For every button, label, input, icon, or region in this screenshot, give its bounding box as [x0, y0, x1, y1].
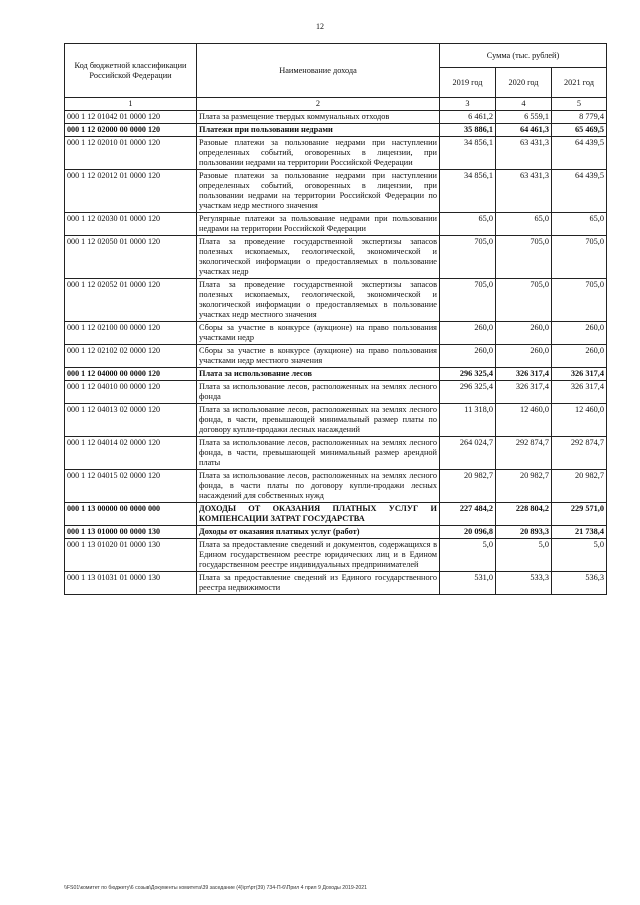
- budget-code-cell: 000 1 12 04000 00 0000 120: [65, 368, 197, 381]
- header-name: Наименование дохода: [197, 44, 440, 98]
- index-cell: 2: [197, 98, 440, 111]
- column-index-row: [65, 98, 607, 111]
- amount-2021-cell: 5,0: [552, 539, 607, 572]
- amount-2019-cell: 20 982,7: [440, 470, 496, 503]
- budget-code-cell: 000 1 12 02030 01 0000 120: [65, 213, 197, 236]
- budget-code-cell: 000 1 12 02102 02 0000 120: [65, 345, 197, 368]
- budget-code-cell: 000 1 12 04010 00 0000 120: [65, 381, 197, 404]
- revenue-name-cell: Сборы за участие в конкурсе (аукционе) на право пользования участками недр: [197, 322, 440, 345]
- amount-2021-cell: 65 469,5: [552, 124, 607, 137]
- budget-code-cell: 000 1 12 02010 01 0000 120: [65, 137, 197, 170]
- header-year-2019: 2019 год: [440, 68, 496, 98]
- budget-code-cell: 000 1 12 01042 01 0000 120: [65, 111, 197, 124]
- index-cell: 1: [65, 98, 197, 111]
- amount-2020-cell: 705,0: [496, 279, 552, 322]
- amount-2021-cell: 260,0: [552, 322, 607, 345]
- revenue-name-cell: Доходы от оказания платных услуг (работ): [197, 526, 440, 539]
- amount-2019-cell: 34 856,1: [440, 170, 496, 213]
- table-row: [65, 345, 607, 368]
- amount-2020-cell: 63 431,3: [496, 170, 552, 213]
- header-code: Код бюджетной классификации Российской Федерации: [65, 44, 197, 98]
- table-row: [65, 572, 607, 595]
- budget-code-cell: 000 1 12 02012 01 0000 120: [65, 170, 197, 213]
- amount-2021-cell: 229 571,0: [552, 503, 607, 526]
- amount-2021-cell: 326 317,4: [552, 368, 607, 381]
- budget-code-cell: 000 1 12 04013 02 0000 120: [65, 404, 197, 437]
- amount-2021-cell: 536,3: [552, 572, 607, 595]
- revenue-name-cell: ДОХОДЫ ОТ ОКАЗАНИЯ ПЛАТНЫХ УСЛУГ И КОМПЕНСАЦИИ ЗАТРАТ ГОСУДАРСТВА: [197, 503, 440, 526]
- revenue-name-cell: Плата за использование лесов: [197, 368, 440, 381]
- amount-2020-cell: 63 431,3: [496, 137, 552, 170]
- index-cell: 5: [552, 98, 607, 111]
- revenue-name-cell: Плата за использование лесов, расположенных на землях лесного фонда, в части платы по договору купли-продажи лесных насаждений для собственных нужд: [197, 470, 440, 503]
- amount-2021-cell: 21 738,4: [552, 526, 607, 539]
- index-cell: 4: [496, 98, 552, 111]
- header-year-2021: 2021 год: [552, 68, 607, 98]
- table-row: [65, 111, 607, 124]
- amount-2019-cell: 6 461,2: [440, 111, 496, 124]
- amount-2019-cell: 264 024,7: [440, 437, 496, 470]
- table-row: [65, 322, 607, 345]
- table-row: [65, 470, 607, 503]
- revenue-name-cell: Плата за использование лесов, расположенных на землях лесного фонда, в части, превышающей минимальный размер платы по договору купли-продажи лесных насаждений: [197, 404, 440, 437]
- table-row: [65, 170, 607, 213]
- amount-2020-cell: 64 461,3: [496, 124, 552, 137]
- amount-2020-cell: 705,0: [496, 236, 552, 279]
- amount-2019-cell: 296 325,4: [440, 381, 496, 404]
- amount-2021-cell: 260,0: [552, 345, 607, 368]
- table-row: [65, 503, 607, 526]
- amount-2021-cell: 8 779,4: [552, 111, 607, 124]
- table-row: [65, 404, 607, 437]
- amount-2020-cell: 6 559,1: [496, 111, 552, 124]
- table-row: [65, 368, 607, 381]
- revenue-name-cell: Плата за предоставление сведений и документов, содержащихся в Едином государственном реестре юридических лиц и в Едином государственном реестре индивидуальных предпринимателей: [197, 539, 440, 572]
- budget-code-cell: 000 1 12 04015 02 0000 120: [65, 470, 197, 503]
- revenue-name-cell: Плата за использование лесов, расположенных на землях лесного фонда: [197, 381, 440, 404]
- revenue-table: [64, 43, 607, 595]
- amount-2020-cell: 228 804,2: [496, 503, 552, 526]
- index-cell: 3: [440, 98, 496, 111]
- amount-2019-cell: 35 886,1: [440, 124, 496, 137]
- amount-2020-cell: 5,0: [496, 539, 552, 572]
- revenue-name-cell: Разовые платежи за пользование недрами при наступлении определенных событий, оговоренных в лицензии, при пользовании недрами на территории Российской Федерации по участкам недр местного значения: [197, 170, 440, 213]
- page-number: 12: [316, 22, 324, 31]
- amount-2019-cell: 227 484,2: [440, 503, 496, 526]
- amount-2020-cell: 260,0: [496, 322, 552, 345]
- amount-2019-cell: 260,0: [440, 345, 496, 368]
- budget-code-cell: 000 1 12 02000 00 0000 120: [65, 124, 197, 137]
- amount-2019-cell: 34 856,1: [440, 137, 496, 170]
- amount-2019-cell: 705,0: [440, 279, 496, 322]
- budget-code-cell: 000 1 12 02100 00 0000 120: [65, 322, 197, 345]
- revenue-name-cell: Плата за размещение твердых коммунальных отходов: [197, 111, 440, 124]
- amount-2020-cell: 12 460,0: [496, 404, 552, 437]
- header-year-2020: 2020 год: [496, 68, 552, 98]
- amount-2019-cell: 11 318,0: [440, 404, 496, 437]
- amount-2021-cell: 326 317,4: [552, 381, 607, 404]
- amount-2020-cell: 260,0: [496, 345, 552, 368]
- revenue-name-cell: Платежи при пользовании недрами: [197, 124, 440, 137]
- amount-2020-cell: 20 893,3: [496, 526, 552, 539]
- amount-2021-cell: 705,0: [552, 279, 607, 322]
- amount-2021-cell: 12 460,0: [552, 404, 607, 437]
- table-row: [65, 437, 607, 470]
- revenue-name-cell: Разовые платежи за пользование недрами при наступлении определенных событий, оговоренных в лицензии, при пользовании недрами на территории Российской Федерации: [197, 137, 440, 170]
- table-row: [65, 539, 607, 572]
- table-row: [65, 279, 607, 322]
- table-row: [65, 213, 607, 236]
- budget-code-cell: 000 1 13 01020 01 0000 130: [65, 539, 197, 572]
- table-row: [65, 124, 607, 137]
- amount-2021-cell: 705,0: [552, 236, 607, 279]
- revenue-name-cell: Плата за использование лесов, расположенных на землях лесного фонда, в части, превышающей минимальный размер арендной платы: [197, 437, 440, 470]
- amount-2021-cell: 64 439,5: [552, 137, 607, 170]
- table-row: [65, 381, 607, 404]
- amount-2019-cell: 296 325,4: [440, 368, 496, 381]
- budget-code-cell: 000 1 13 00000 00 0000 000: [65, 503, 197, 526]
- budget-code-cell: 000 1 12 04014 02 0000 120: [65, 437, 197, 470]
- file-path-footer: \\FS01\комитет по бюджету\6 созыв\Документы комитета\39 заседание (4)\рт\рт(39) 734-П-6\Прил 4 прил 9 Доходы 2019-2021: [64, 885, 368, 891]
- budget-code-cell: 000 1 12 02050 01 0000 120: [65, 236, 197, 279]
- amount-2019-cell: 20 096,8: [440, 526, 496, 539]
- budget-code-cell: 000 1 12 02052 01 0000 120: [65, 279, 197, 322]
- amount-2020-cell: 292 874,7: [496, 437, 552, 470]
- amount-2021-cell: 20 982,7: [552, 470, 607, 503]
- amount-2020-cell: 326 317,4: [496, 381, 552, 404]
- revenue-name-cell: Сборы за участие в конкурсе (аукционе) на право пользования участками недр местного значения: [197, 345, 440, 368]
- amount-2021-cell: 64 439,5: [552, 170, 607, 213]
- revenue-name-cell: Плата за проведение государственной экспертизы запасов полезных ископаемых, геологической, экономической и экологической информации о предоставляемых в пользование участках недр: [197, 236, 440, 279]
- budget-code-cell: 000 1 13 01031 01 0000 130: [65, 572, 197, 595]
- amount-2019-cell: 705,0: [440, 236, 496, 279]
- amount-2019-cell: 531,0: [440, 572, 496, 595]
- amount-2021-cell: 65,0: [552, 213, 607, 236]
- table-row: [65, 526, 607, 539]
- amount-2021-cell: 292 874,7: [552, 437, 607, 470]
- revenue-name-cell: Плата за предоставление сведений из Единого государственного реестра недвижимости: [197, 572, 440, 595]
- amount-2020-cell: 65,0: [496, 213, 552, 236]
- amount-2020-cell: 533,3: [496, 572, 552, 595]
- table-row: [65, 236, 607, 279]
- revenue-name-cell: Плата за проведение государственной экспертизы запасов полезных ископаемых, геологической, экономической и экологической информации о предоставляемых в пользование участках недр местного значения: [197, 279, 440, 322]
- amount-2020-cell: 20 982,7: [496, 470, 552, 503]
- amount-2020-cell: 326 317,4: [496, 368, 552, 381]
- budget-code-cell: 000 1 13 01000 00 0000 130: [65, 526, 197, 539]
- amount-2019-cell: 5,0: [440, 539, 496, 572]
- table-row: [65, 137, 607, 170]
- amount-2019-cell: 65,0: [440, 213, 496, 236]
- amount-2019-cell: 260,0: [440, 322, 496, 345]
- revenue-name-cell: Регулярные платежи за пользование недрами при пользовании недрами на территории Российской Федерации: [197, 213, 440, 236]
- header-sum: Сумма (тыс. рублей): [440, 44, 607, 68]
